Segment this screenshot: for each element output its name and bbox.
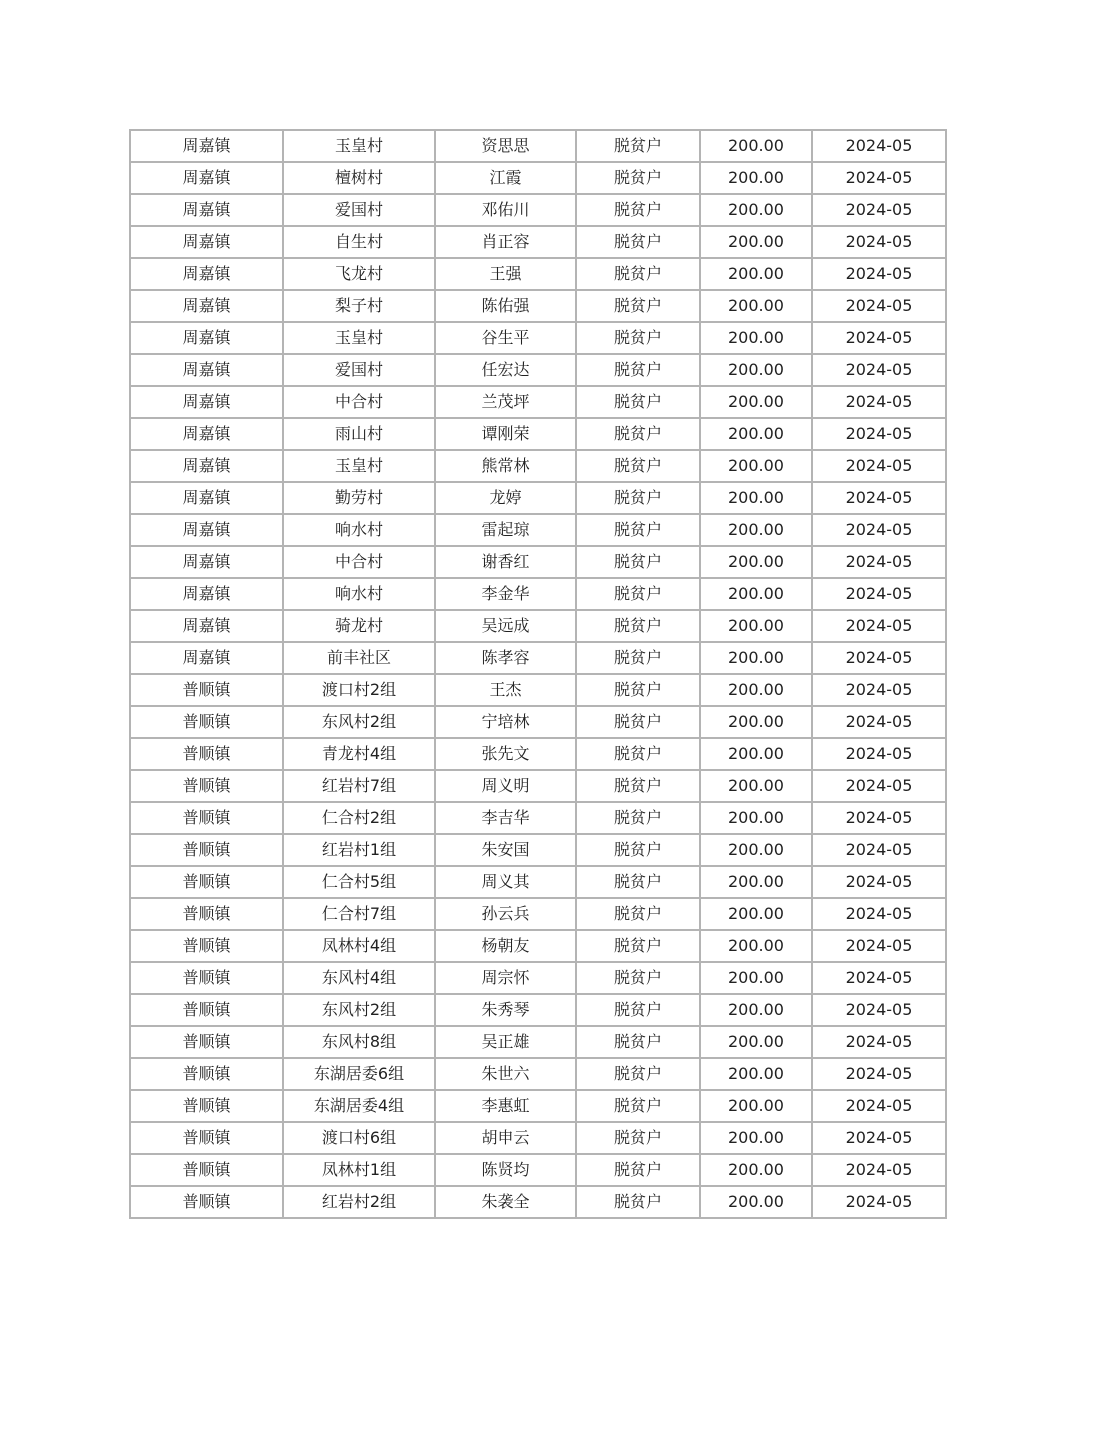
amount-cell: 200.00: [700, 866, 812, 898]
village-cell: 骑龙村: [283, 610, 435, 642]
amount-cell: 200.00: [700, 738, 812, 770]
amount-cell: 200.00: [700, 354, 812, 386]
village-cell: 仁合村7组: [283, 898, 435, 930]
month-cell: 2024-05: [812, 1154, 946, 1186]
month-cell: 2024-05: [812, 642, 946, 674]
name-cell: 杨朝友: [435, 930, 576, 962]
town-cell: 普顺镇: [130, 962, 283, 994]
month-cell: 2024-05: [812, 194, 946, 226]
amount-cell: 200.00: [700, 674, 812, 706]
name-cell: 胡申云: [435, 1122, 576, 1154]
amount-cell: 200.00: [700, 1122, 812, 1154]
town-cell: 周嘉镇: [130, 354, 283, 386]
amount-cell: 200.00: [700, 962, 812, 994]
amount-cell: 200.00: [700, 1026, 812, 1058]
month-cell: 2024-05: [812, 258, 946, 290]
amount-cell: 200.00: [700, 578, 812, 610]
month-cell: 2024-05: [812, 802, 946, 834]
table-row: [130, 322, 946, 354]
village-cell: 爱国村: [283, 354, 435, 386]
table-row: [130, 1090, 946, 1122]
name-cell: 兰茂坪: [435, 386, 576, 418]
amount-cell: 200.00: [700, 610, 812, 642]
town-cell: 周嘉镇: [130, 546, 283, 578]
month-cell: 2024-05: [812, 738, 946, 770]
town-cell: 周嘉镇: [130, 610, 283, 642]
amount-cell: 200.00: [700, 290, 812, 322]
month-cell: 2024-05: [812, 290, 946, 322]
town-cell: 周嘉镇: [130, 642, 283, 674]
month-cell: 2024-05: [812, 482, 946, 514]
household-type-cell: 脱贫户: [576, 354, 700, 386]
town-cell: 普顺镇: [130, 1154, 283, 1186]
household-type-cell: 脱贫户: [576, 386, 700, 418]
village-cell: 檀树村: [283, 162, 435, 194]
amount-cell: 200.00: [700, 194, 812, 226]
village-cell: 东湖居委6组: [283, 1058, 435, 1090]
name-cell: 熊常林: [435, 450, 576, 482]
name-cell: 王杰: [435, 674, 576, 706]
amount-cell: 200.00: [700, 514, 812, 546]
month-cell: 2024-05: [812, 162, 946, 194]
table-row: [130, 610, 946, 642]
village-cell: 玉皇村: [283, 322, 435, 354]
name-cell: 朱世六: [435, 1058, 576, 1090]
household-type-cell: 脱贫户: [576, 994, 700, 1026]
month-cell: 2024-05: [812, 834, 946, 866]
town-cell: 普顺镇: [130, 706, 283, 738]
village-cell: 玉皇村: [283, 130, 435, 162]
month-cell: 2024-05: [812, 1026, 946, 1058]
household-type-cell: 脱贫户: [576, 226, 700, 258]
household-type-cell: 脱贫户: [576, 290, 700, 322]
name-cell: 陈贤均: [435, 1154, 576, 1186]
amount-cell: 200.00: [700, 770, 812, 802]
month-cell: 2024-05: [812, 354, 946, 386]
household-type-cell: 脱贫户: [576, 770, 700, 802]
town-cell: 普顺镇: [130, 930, 283, 962]
household-type-cell: 脱贫户: [576, 610, 700, 642]
month-cell: 2024-05: [812, 1186, 946, 1218]
name-cell: 朱安国: [435, 834, 576, 866]
name-cell: 李金华: [435, 578, 576, 610]
table-row: [130, 706, 946, 738]
village-cell: 玉皇村: [283, 450, 435, 482]
town-cell: 普顺镇: [130, 834, 283, 866]
name-cell: 朱袭全: [435, 1186, 576, 1218]
amount-cell: 200.00: [700, 226, 812, 258]
name-cell: 肖正容: [435, 226, 576, 258]
amount-cell: 200.00: [700, 386, 812, 418]
month-cell: 2024-05: [812, 546, 946, 578]
table-row: [130, 802, 946, 834]
table-row: [130, 1154, 946, 1186]
name-cell: 孙云兵: [435, 898, 576, 930]
household-type-cell: 脱贫户: [576, 930, 700, 962]
village-cell: 仁合村5组: [283, 866, 435, 898]
household-type-cell: 脱贫户: [576, 706, 700, 738]
household-type-cell: 脱贫户: [576, 418, 700, 450]
table-row: [130, 482, 946, 514]
household-type-cell: 脱贫户: [576, 194, 700, 226]
table-row: [130, 994, 946, 1026]
month-cell: 2024-05: [812, 770, 946, 802]
household-type-cell: 脱贫户: [576, 674, 700, 706]
amount-cell: 200.00: [700, 450, 812, 482]
table-row: [130, 1186, 946, 1218]
town-cell: 普顺镇: [130, 1186, 283, 1218]
town-cell: 普顺镇: [130, 994, 283, 1026]
table-row: [130, 738, 946, 770]
town-cell: 周嘉镇: [130, 130, 283, 162]
household-type-cell: 脱贫户: [576, 1090, 700, 1122]
town-cell: 普顺镇: [130, 898, 283, 930]
name-cell: 陈孝容: [435, 642, 576, 674]
name-cell: 李惠虹: [435, 1090, 576, 1122]
amount-cell: 200.00: [700, 418, 812, 450]
household-type-cell: 脱贫户: [576, 898, 700, 930]
household-type-cell: 脱贫户: [576, 866, 700, 898]
table-row: [130, 450, 946, 482]
town-cell: 周嘉镇: [130, 578, 283, 610]
household-type-cell: 脱贫户: [576, 578, 700, 610]
village-cell: 渡口村2组: [283, 674, 435, 706]
table-row: [130, 514, 946, 546]
village-cell: 响水村: [283, 514, 435, 546]
table-row: [130, 866, 946, 898]
village-cell: 梨子村: [283, 290, 435, 322]
village-cell: 凤林村1组: [283, 1154, 435, 1186]
amount-cell: 200.00: [700, 1058, 812, 1090]
month-cell: 2024-05: [812, 610, 946, 642]
month-cell: 2024-05: [812, 898, 946, 930]
name-cell: 任宏达: [435, 354, 576, 386]
month-cell: 2024-05: [812, 322, 946, 354]
amount-cell: 200.00: [700, 322, 812, 354]
town-cell: 普顺镇: [130, 770, 283, 802]
village-cell: 飞龙村: [283, 258, 435, 290]
table-row: [130, 642, 946, 674]
table-row: [130, 930, 946, 962]
village-cell: 爱国村: [283, 194, 435, 226]
village-cell: 渡口村6组: [283, 1122, 435, 1154]
village-cell: 红岩村2组: [283, 1186, 435, 1218]
month-cell: 2024-05: [812, 930, 946, 962]
name-cell: 江霞: [435, 162, 576, 194]
table-row: [130, 258, 946, 290]
village-cell: 东风村2组: [283, 706, 435, 738]
village-cell: 雨山村: [283, 418, 435, 450]
village-cell: 中合村: [283, 386, 435, 418]
table-row: [130, 546, 946, 578]
town-cell: 周嘉镇: [130, 482, 283, 514]
amount-cell: 200.00: [700, 642, 812, 674]
amount-cell: 200.00: [700, 162, 812, 194]
village-cell: 仁合村2组: [283, 802, 435, 834]
name-cell: 李吉华: [435, 802, 576, 834]
village-cell: 东风村2组: [283, 994, 435, 1026]
household-type-cell: 脱贫户: [576, 258, 700, 290]
month-cell: 2024-05: [812, 674, 946, 706]
month-cell: 2024-05: [812, 962, 946, 994]
town-cell: 普顺镇: [130, 674, 283, 706]
amount-cell: 200.00: [700, 1154, 812, 1186]
town-cell: 普顺镇: [130, 1058, 283, 1090]
household-type-cell: 脱贫户: [576, 482, 700, 514]
amount-cell: 200.00: [700, 482, 812, 514]
name-cell: 周宗怀: [435, 962, 576, 994]
village-cell: 东风村8组: [283, 1026, 435, 1058]
household-type-cell: 脱贫户: [576, 834, 700, 866]
month-cell: 2024-05: [812, 418, 946, 450]
table-row: [130, 130, 946, 162]
name-cell: 资思思: [435, 130, 576, 162]
name-cell: 王强: [435, 258, 576, 290]
town-cell: 周嘉镇: [130, 290, 283, 322]
town-cell: 周嘉镇: [130, 226, 283, 258]
amount-cell: 200.00: [700, 258, 812, 290]
amount-cell: 200.00: [700, 834, 812, 866]
month-cell: 2024-05: [812, 514, 946, 546]
subsidy-table: [129, 129, 947, 1219]
table-row: [130, 898, 946, 930]
name-cell: 谢香红: [435, 546, 576, 578]
name-cell: 张先文: [435, 738, 576, 770]
town-cell: 周嘉镇: [130, 194, 283, 226]
month-cell: 2024-05: [812, 578, 946, 610]
household-type-cell: 脱贫户: [576, 1026, 700, 1058]
village-cell: 前丰社区: [283, 642, 435, 674]
village-cell: 红岩村1组: [283, 834, 435, 866]
table-row: [130, 290, 946, 322]
amount-cell: 200.00: [700, 1186, 812, 1218]
amount-cell: 200.00: [700, 706, 812, 738]
table-row: [130, 578, 946, 610]
amount-cell: 200.00: [700, 1090, 812, 1122]
village-cell: 红岩村7组: [283, 770, 435, 802]
household-type-cell: 脱贫户: [576, 322, 700, 354]
name-cell: 周义其: [435, 866, 576, 898]
household-type-cell: 脱贫户: [576, 1122, 700, 1154]
town-cell: 普顺镇: [130, 738, 283, 770]
household-type-cell: 脱贫户: [576, 738, 700, 770]
household-type-cell: 脱贫户: [576, 962, 700, 994]
town-cell: 周嘉镇: [130, 258, 283, 290]
name-cell: 吴远成: [435, 610, 576, 642]
town-cell: 周嘉镇: [130, 322, 283, 354]
table-row: [130, 418, 946, 450]
table-row: [130, 386, 946, 418]
village-cell: 凤林村4组: [283, 930, 435, 962]
month-cell: 2024-05: [812, 450, 946, 482]
amount-cell: 200.00: [700, 130, 812, 162]
name-cell: 雷起琼: [435, 514, 576, 546]
town-cell: 周嘉镇: [130, 450, 283, 482]
name-cell: 朱秀琴: [435, 994, 576, 1026]
table-row: [130, 354, 946, 386]
household-type-cell: 脱贫户: [576, 450, 700, 482]
village-cell: 中合村: [283, 546, 435, 578]
household-type-cell: 脱贫户: [576, 1186, 700, 1218]
household-type-cell: 脱贫户: [576, 1058, 700, 1090]
amount-cell: 200.00: [700, 546, 812, 578]
table-row: [130, 962, 946, 994]
amount-cell: 200.00: [700, 898, 812, 930]
household-type-cell: 脱贫户: [576, 802, 700, 834]
amount-cell: 200.00: [700, 994, 812, 1026]
household-type-cell: 脱贫户: [576, 130, 700, 162]
town-cell: 普顺镇: [130, 1122, 283, 1154]
village-cell: 东湖居委4组: [283, 1090, 435, 1122]
household-type-cell: 脱贫户: [576, 642, 700, 674]
village-cell: 东风村4组: [283, 962, 435, 994]
name-cell: 周义明: [435, 770, 576, 802]
village-cell: 响水村: [283, 578, 435, 610]
name-cell: 龙婷: [435, 482, 576, 514]
name-cell: 吴正雄: [435, 1026, 576, 1058]
town-cell: 周嘉镇: [130, 386, 283, 418]
month-cell: 2024-05: [812, 386, 946, 418]
table-body: [130, 130, 946, 1218]
table-row: [130, 162, 946, 194]
village-cell: 勤劳村: [283, 482, 435, 514]
village-cell: 自生村: [283, 226, 435, 258]
name-cell: 谷生平: [435, 322, 576, 354]
town-cell: 普顺镇: [130, 802, 283, 834]
table-row: [130, 1026, 946, 1058]
town-cell: 普顺镇: [130, 1026, 283, 1058]
table-row: [130, 674, 946, 706]
town-cell: 周嘉镇: [130, 162, 283, 194]
month-cell: 2024-05: [812, 994, 946, 1026]
month-cell: 2024-05: [812, 226, 946, 258]
household-type-cell: 脱贫户: [576, 514, 700, 546]
town-cell: 普顺镇: [130, 866, 283, 898]
name-cell: 谭刚荣: [435, 418, 576, 450]
name-cell: 陈佑强: [435, 290, 576, 322]
table-row: [130, 834, 946, 866]
amount-cell: 200.00: [700, 802, 812, 834]
month-cell: 2024-05: [812, 1122, 946, 1154]
table-row: [130, 770, 946, 802]
table-row: [130, 194, 946, 226]
month-cell: 2024-05: [812, 706, 946, 738]
month-cell: 2024-05: [812, 866, 946, 898]
table-row: [130, 226, 946, 258]
table-row: [130, 1058, 946, 1090]
amount-cell: 200.00: [700, 930, 812, 962]
household-type-cell: 脱贫户: [576, 162, 700, 194]
month-cell: 2024-05: [812, 1058, 946, 1090]
village-cell: 青龙村4组: [283, 738, 435, 770]
town-cell: 周嘉镇: [130, 514, 283, 546]
household-type-cell: 脱贫户: [576, 1154, 700, 1186]
town-cell: 普顺镇: [130, 1090, 283, 1122]
table-row: [130, 1122, 946, 1154]
month-cell: 2024-05: [812, 1090, 946, 1122]
month-cell: 2024-05: [812, 130, 946, 162]
town-cell: 周嘉镇: [130, 418, 283, 450]
name-cell: 宁培林: [435, 706, 576, 738]
name-cell: 邓佑川: [435, 194, 576, 226]
household-type-cell: 脱贫户: [576, 546, 700, 578]
